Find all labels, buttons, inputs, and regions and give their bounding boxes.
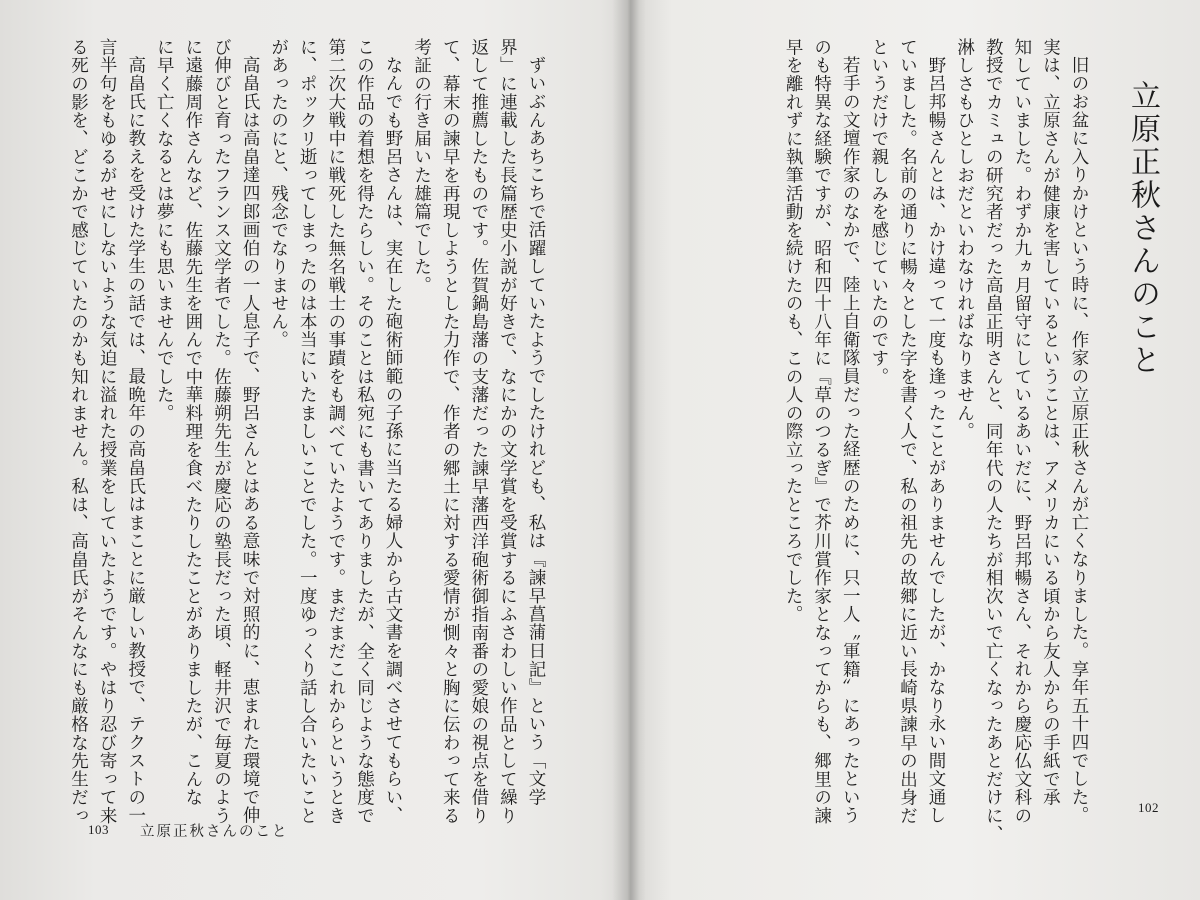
text-line: び伸びと育ったフランス文学者でした。佐藤朔先生が慶応の塾長だった頃、軽井沢で毎夏のよう (211, 38, 232, 825)
text-line: 界」に連載した長篇歴史小説が好きで、なにかの文学賞を受賞するにふさわしい作品として繰り (497, 38, 518, 825)
text-line: て、幕末の諫早を再現しようとした力作で、作者の郷土に対する愛情が惻々と胸に伝わって来る (440, 38, 461, 825)
text-line: なんでも野呂さんは、実在した砲術師範の子孫に当たる婦人から古文書を調べさせてもらい、 (383, 55, 404, 825)
text-line: 高畠氏は高畠達四郎画伯の一人息子で、野呂さんとはある意味で対照的に、恵まれた環境で伸 (240, 55, 261, 825)
text-line: 返して推薦したものです。佐賀鍋島藩の支藩だった諫早藩西洋砲術御指南番の愛娘の視点を借り (468, 38, 489, 825)
text-line: 知していました。わずか九ヵ月留守にしているあいだに、野呂邦暢さん、それから慶応仏文科の (1011, 38, 1032, 825)
text-line: ずいぶんあちこちで活躍していたようでしたけれども、私は『諫早菖蒲日記』という「文学 (526, 55, 546, 806)
text-line: 高畠氏に教えを受けた学生の話では、最晩年の高畠氏はまことに厳しい教授で、テクストの一 (125, 55, 146, 825)
text-line: があったのにと、残念でなりません。 (268, 38, 289, 350)
chapter-title: 立原正秋さんのこと (1125, 80, 1160, 377)
right-page-number: 102 (1138, 800, 1159, 815)
text-line: 第二次大戦中に戦死した無名戦士の事蹟をも調べていたようです。まだまだこれからというとき (325, 38, 346, 825)
text-line: 早を離れずに執筆活動を続けたのも、この人の際立ったところでした。 (783, 38, 804, 624)
left-page-body (68, 38, 550, 825)
text-line: のも特異な経験ですが、昭和四十八年に『草のつるぎ』で芥川賞作家となってからも、郷里の諫 (811, 38, 832, 825)
text-line: 若手の文壇作家のなかで、陸上自衛隊員だった経歴のために、只一人〝軍籍〟にあったという (840, 55, 861, 825)
text-line: に、ポックリ逝ってしまったのは本当にいたましいことでした。一度ゆっくり話し合いたいこと (297, 38, 318, 825)
text-line: というだけで親しみを感じていたのです。 (868, 38, 889, 386)
right-page-body (698, 38, 1093, 844)
text-line: 野呂邦暢さんとは、かけ違って一度も逢ったことがありませんでしたが、かなり永い間文通し (926, 55, 947, 825)
left-page-number: 103 (88, 822, 109, 837)
text-line: この作品の着想を得たらしい。そのことは私宛にも書いてありましたが、全く同じような態度で (354, 38, 375, 825)
text-line: 旧のお盆に入りかけという時に、作家の立原正秋さんが亡くなりました。享年五十四でした。 (1069, 55, 1089, 825)
text-line: に早く亡くなるとは夢にも思いませんでした。 (154, 38, 175, 423)
text-line: ていました。名前の通りに暢々とした字を書く人で、私の祖先の故郷に近い長崎県諫早の出身だ (897, 38, 918, 825)
text-line: 淋しさもひとしおだといわなければなりません。 (954, 38, 975, 441)
text-line: 教授でカミュの研究者だった高畠正明さんと、同年代の人たちが相次いで亡くなったあとだけに、 (983, 38, 1004, 844)
running-head: 立原正秋さんのこと (140, 824, 289, 840)
text-line: る死の影を、どこかで感じていたのかも知れません。私は、高畠氏がそんなにも厳格な先生だっ (68, 38, 89, 825)
text-line: 実は、立原さんが健康を害しているということは、アメリカにいる頃から友人からの手紙で承 (1040, 38, 1061, 807)
text-line: に遠藤周作さんなど、佐藤先生を囲んで中華料理を食べたりしたことがありましたが、こんな (182, 38, 203, 807)
right-page (628, 0, 1200, 900)
text-line: 言半句をもゆるがせにしないような気迫に溢れた授業をしていたようです。やはり忍び寄って来 (97, 38, 118, 825)
text-line: 考証の行き届いた雄篇でした。 (411, 38, 432, 295)
